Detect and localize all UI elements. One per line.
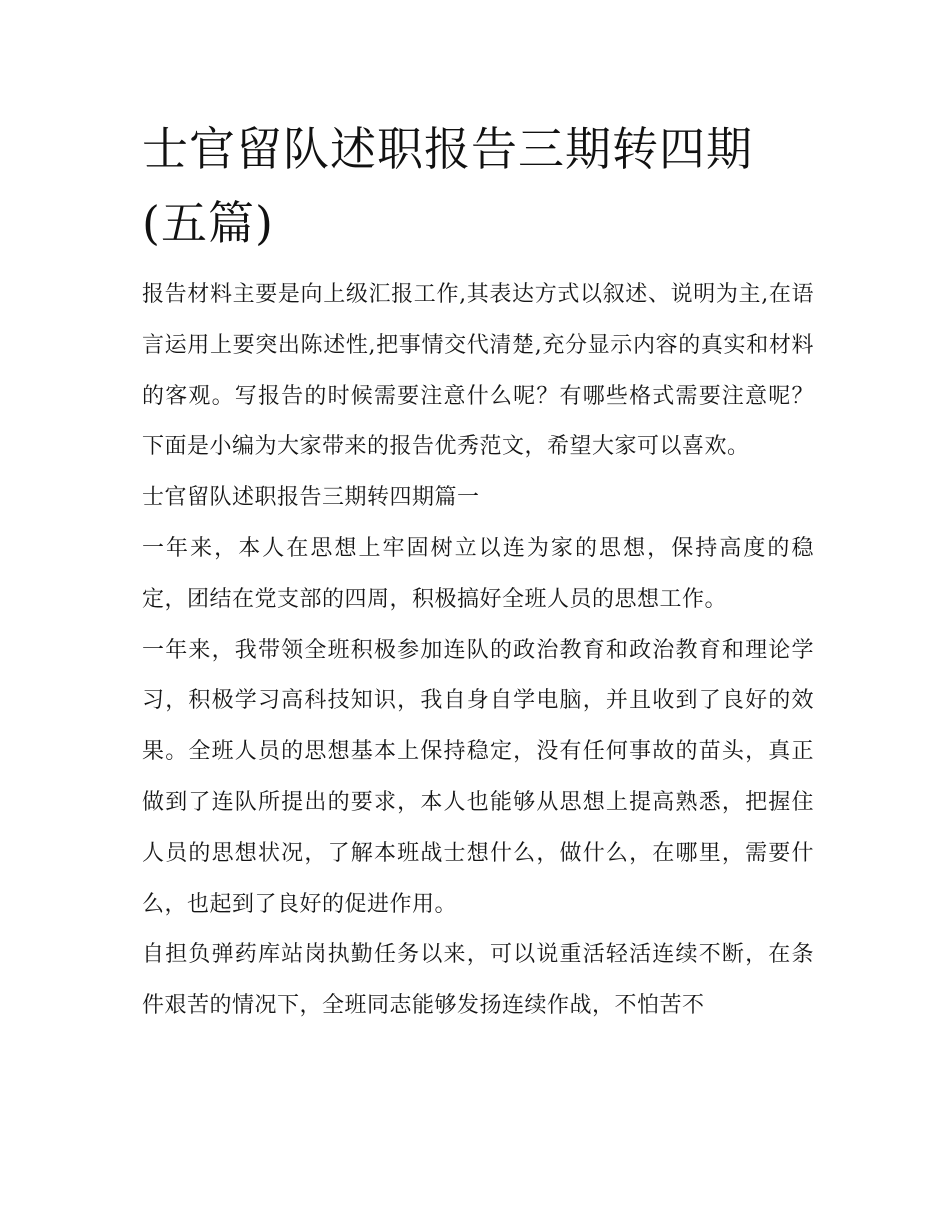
title-line-1: 士官留队述职报告三期转四期 bbox=[142, 122, 753, 176]
body-paragraph-1: 一年来，本人在思想上牢固树立以连为家的思想，保持高度的稳定，团结在党支部的四周，积极搞好全班人员的思想工作。 bbox=[142, 535, 814, 612]
section-heading: 士官留队述职报告三期转四期篇一 bbox=[142, 485, 480, 511]
document-content bbox=[142, 112, 814, 1032]
intro-paragraph: 报告材料主要是向上级汇报工作,其表达方式以叙述、说明为主,在语言运用上要突出陈述性,把事情交代清楚,充分显示内容的真实和材料的客观。写报告的时候需要注意什么呢？有哪些格式需要注意呢？下面是小编为大家带来的报告优秀范文，希望大家可以喜欢。 bbox=[142, 282, 814, 460]
body-paragraph-2: 一年来，我带领全班积极参加连队的政治教育和政治教育和理论学习，积极学习高科技知识，我自身自学电脑，并且收到了良好的效果。全班人员的思想基本上保持稳定，没有任何事故的苗头，真正做到了连队所提出的要求，本人也能够从思想上提高熟悉，把握住人员的思想状况，了解本班战士想什么，做什么，在哪里，需要什么，也起到了良好的促进作用。 bbox=[142, 637, 814, 917]
body-paragraph-3: 自担负弹药库站岗执勤任务以来，可以说重活轻活连续不断，在条件艰苦的情况下，全班同志能够发扬连续作战，不怕苦不 bbox=[142, 942, 814, 1019]
title-line-2: (五篇) bbox=[142, 196, 274, 250]
document-title bbox=[142, 112, 814, 260]
